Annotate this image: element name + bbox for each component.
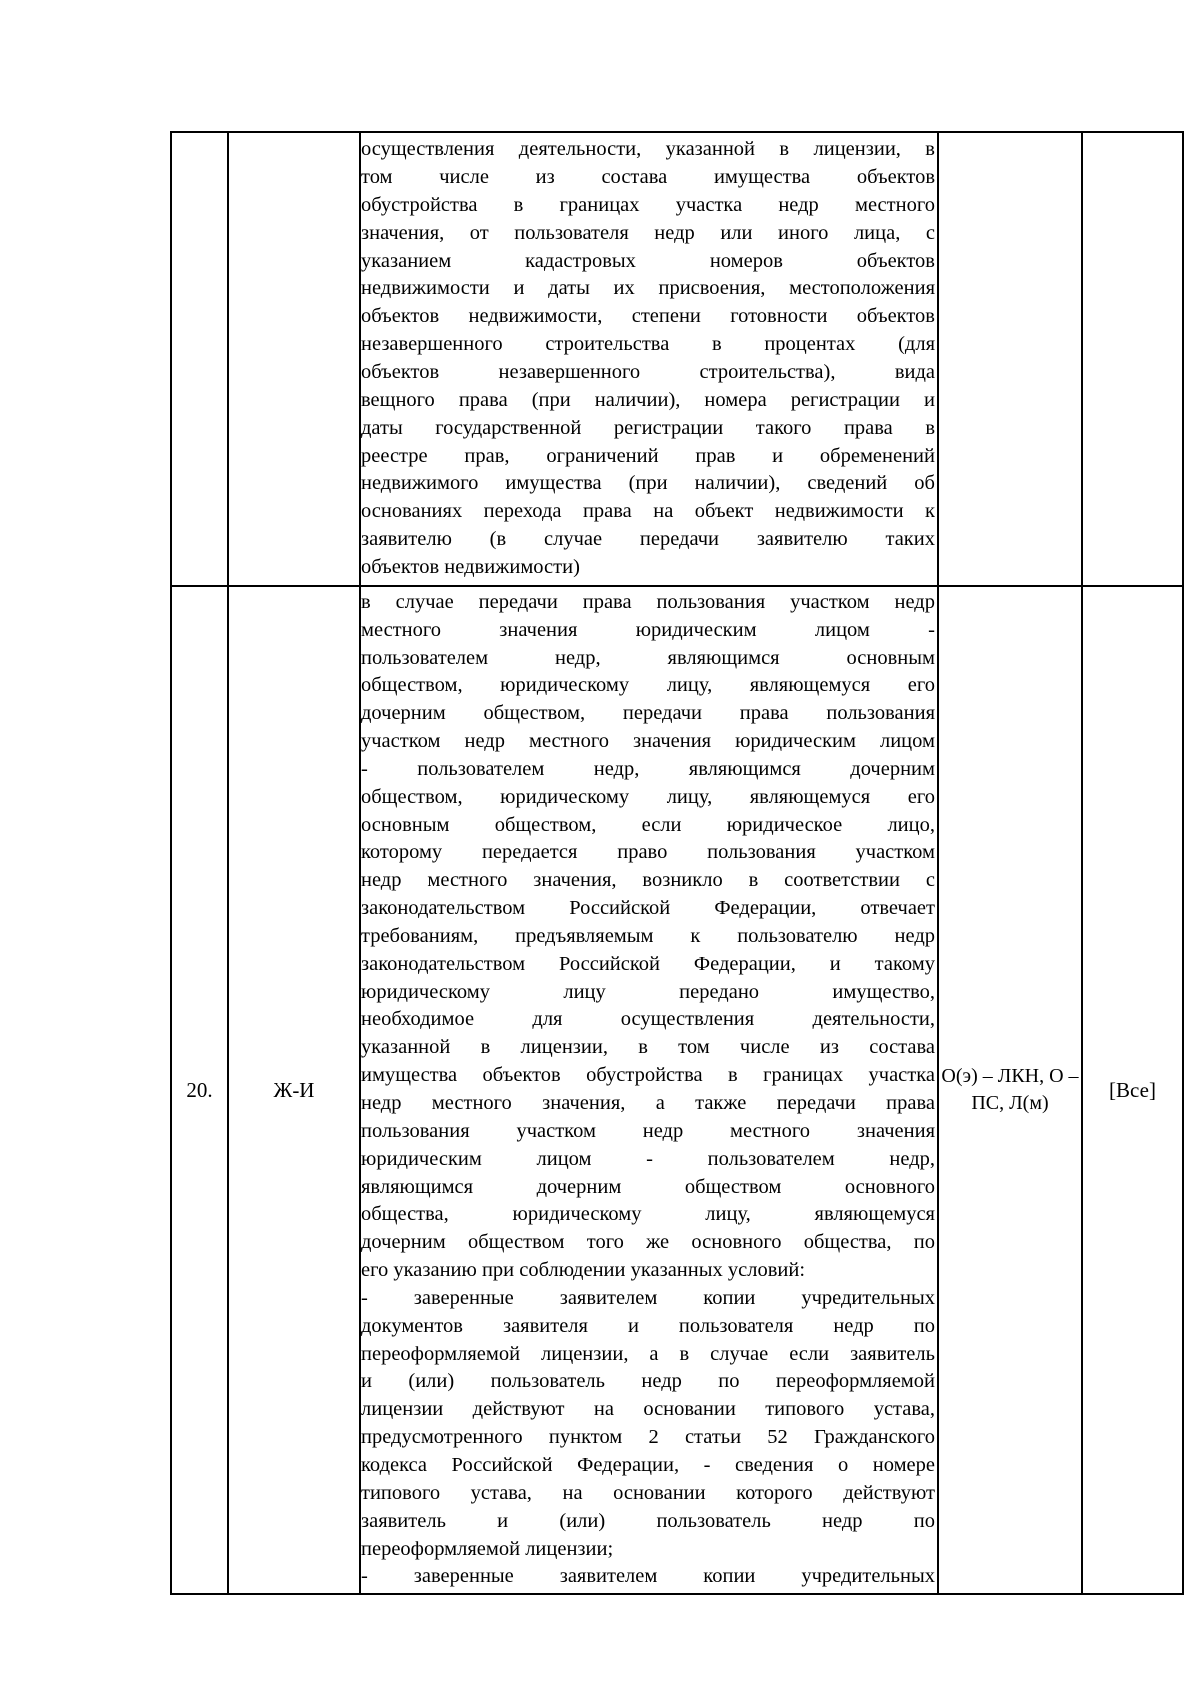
text-line: дочерним обществом того же основного общества, по [361,1231,935,1254]
text-line: дочерним обществом, передачи права пользования [361,702,935,725]
text-line: и (или) пользователь недр по переоформляемой [361,1370,935,1393]
text-line: типового устава, на основании которого действуют [361,1481,935,1504]
text-line: заявителю (в случае передачи заявителю таких [361,528,935,551]
text-line: незавершенного строительства в процентах (для [361,333,935,356]
text-line: пользования участком недр местного значения [361,1119,935,1142]
row-type-cell: Ж-И [228,586,360,1594]
text-line: лицензии действуют на основании типового устава, [361,1398,935,1421]
text-line: недр местного значения, возникло в соответствии с [361,869,935,892]
text-line: недр местного значения, а также передачи права [361,1092,935,1114]
text-line: заявитель и (или) пользователь недр по [361,1509,935,1532]
row-number-cell: 20. [171,586,228,1594]
row-scope-cell: [Все] [1082,586,1183,1594]
text-line: реестре прав, ограничений прав и обременений [361,444,935,467]
text-line: юридическим лицом - пользователем недр, [361,1147,935,1170]
text-line: законодательством Российской Федерации, отвечает [361,897,935,920]
text-line: требованиям, предъявляемым к пользователю недр [361,924,935,947]
text-line: в случае передачи права пользования участком недр [361,590,935,613]
text-line: которому передается право пользования участком [361,841,935,864]
table-row [171,132,1183,586]
text-line: указанием кадастровых номеров объектов [361,249,935,272]
text-line: имущества объектов обустройства в границах участка [361,1064,935,1087]
row-description-cell [360,132,938,586]
text-line: кодекса Российской Федерации, - сведения о номере [361,1453,935,1476]
row-scope-cell [1082,132,1183,586]
text-line: основаниях перехода права на объект недвижимости к [361,500,935,523]
text-line: объектов незавершенного строительства), вида [361,361,935,383]
text-line: предусмотренного пунктом 2 статьи 52 Гражданского [361,1426,935,1449]
text-line: обществом, юридическому лицу, являющемуся его [361,674,935,697]
text-line: пользователем недр, являющимся основным [361,646,935,669]
text-line: его указанию при соблюдении указанных условий: [361,1259,806,1282]
text-line: обустройства в границах участка недр местного [361,193,935,216]
text-line: местного значения юридическим лицом - [361,618,935,641]
document-table [170,131,1184,1595]
text-line: объектов недвижимости, степени готовности объектов [361,305,935,328]
text-line: значения, от пользователя недр или иного лица, с [361,221,935,244]
text-line: являющимся дочерним обществом основного [361,1175,935,1198]
row-description-cell [360,586,938,1594]
text-line: вещного права (при наличии), номера регистрации и [361,388,935,411]
row-number-cell [171,132,228,586]
text-line: необходимое для осуществления деятельности, [361,1008,935,1031]
text-line: переоформляемой лицензии; [361,1537,614,1560]
text-line: - заверенные заявителем копии учредительных [361,1286,935,1309]
text-line: том числе из состава имущества объектов [361,166,935,189]
description-text [361,589,935,1591]
row-form-cell: О(э) – ЛКН, О – ПС, Л(м) [938,586,1082,1594]
text-line: недвижимого имущества (при наличии), сведений об [361,472,935,495]
text-line: - пользователем недр, являющимся дочерним [361,757,935,780]
row-form-cell [938,132,1082,586]
row-type-cell [228,132,360,586]
text-line: недвижимости и даты их присвоения, местоположения [361,277,935,300]
text-line: законодательством Российской Федерации, и такому [361,952,935,975]
description-text [361,136,935,582]
text-line: документов заявителя и пользователя недр по [361,1314,935,1337]
text-line: переоформляемой лицензии, а в случае если заявитель [361,1342,935,1365]
text-line: обществом, юридическому лицу, являющемуся его [361,785,935,808]
text-line: объектов недвижимости) [361,555,580,578]
text-line: участком недр местного значения юридическим лицом [361,730,935,753]
text-line: - заверенные заявителем копии учредительных [361,1565,935,1588]
text-line: даты государственной регистрации такого права в [361,416,935,439]
text-line: юридическому лицу передано имущество, [361,980,935,1003]
text-line: осуществления деятельности, указанной в лицензии, в [361,138,935,161]
text-line: основным обществом, если юридическое лицо, [361,813,935,836]
text-line: указанной в лицензии, в том числе из состава [361,1036,935,1059]
text-line: общества, юридическому лицу, являющемуся [361,1203,935,1226]
table-row [171,586,1183,1594]
